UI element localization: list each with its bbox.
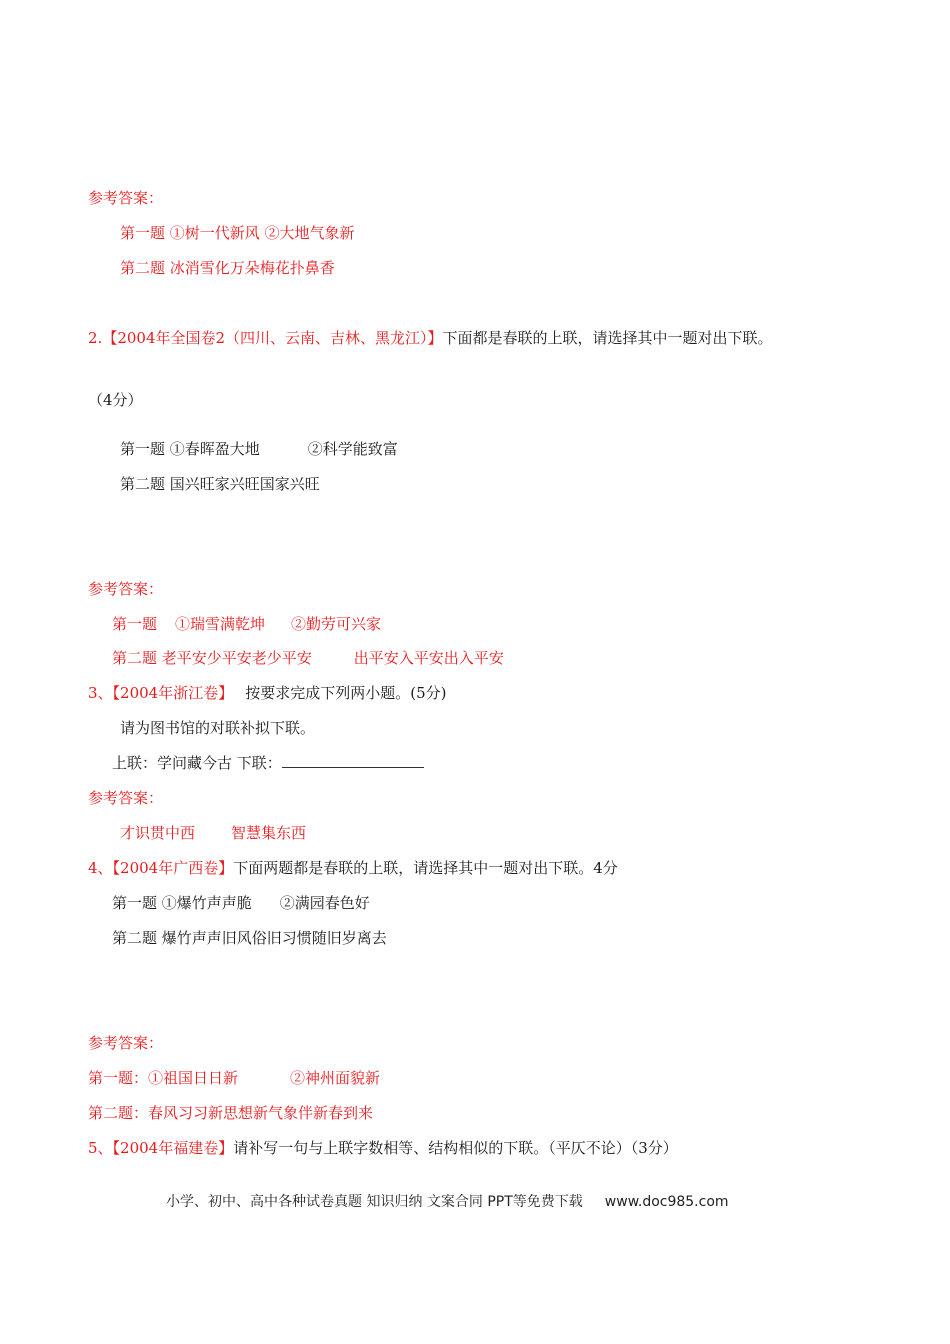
- answer-part: ②勤劳可兴家: [291, 615, 382, 633]
- question-source: 【2004年全国卷2（四川、云南、吉林、黑龙江）】: [102, 329, 443, 347]
- answer-part: 才识贯中西: [120, 824, 196, 842]
- answer-part: 出平安入平安出入平安: [353, 649, 504, 667]
- answer-part: 智慧集东西: [231, 824, 307, 842]
- couplet-option: ②满园春色好: [279, 894, 370, 912]
- couplet-option: 第一题 ①爆竹声声脆: [112, 894, 252, 912]
- question-source: 【2004年浙江卷】: [112, 684, 234, 702]
- answer-part: 第一题: [112, 615, 158, 633]
- couplet-line: [112, 753, 424, 773]
- footer-link[interactable]: www.doc985.com: [604, 1194, 729, 1210]
- question-number: 2.: [88, 329, 103, 347]
- question-number: 4、: [88, 859, 113, 877]
- answer-line: 第一题 ①树一代新风 ②大地气象新: [120, 224, 355, 242]
- couplet-line: 第二题 国兴旺家兴旺国家兴旺: [120, 475, 320, 493]
- answer-part: ②神州面貌新: [290, 1069, 381, 1087]
- answer-part: 第一题：①祖国日日新: [88, 1069, 239, 1087]
- footer-text: 小学、初中、高中各种试卷真题 知识归纳 文案合同 PPT等免费下载: [166, 1194, 583, 1210]
- answer-label: 参考答案：: [88, 580, 164, 598]
- answer-line: [112, 648, 504, 668]
- question-4: [88, 858, 618, 878]
- answer-part: 第二题 老平安少平安老少平安: [112, 649, 312, 667]
- answer-line: [112, 614, 381, 634]
- question-text: 下面两题都是春联的上联，请选择其中一题对出下联。4分: [233, 859, 618, 877]
- question-3: [88, 683, 446, 703]
- question-source: 【2004年福建卷】: [112, 1139, 234, 1157]
- question-number: 3、: [88, 684, 113, 702]
- answer-blank[interactable]: [282, 753, 424, 768]
- question-subtext: 请为图书馆的对联补拟下联。: [120, 719, 316, 737]
- page-footer: [166, 1192, 729, 1212]
- couplet-line: 第二题 爆竹声声旧风俗旧习惯随旧岁离去: [112, 929, 387, 947]
- answer-label: 参考答案：: [88, 1034, 164, 1052]
- question-text: 请补写一句与上联字数相等、结构相似的下联。（平仄不论）（3分）: [233, 1139, 678, 1157]
- question-text: 按要求完成下列两小题。(5分): [245, 684, 447, 702]
- question-source: 【2004年广西卷】: [112, 859, 234, 877]
- answer-line: 第二题 冰消雪化万朵梅花扑鼻香: [120, 259, 335, 277]
- question-number: 5、: [88, 1139, 113, 1157]
- question-2: [88, 328, 773, 348]
- answer-line: [120, 823, 306, 843]
- question-5: [88, 1138, 678, 1158]
- couplet-line: [120, 439, 398, 459]
- answer-label: 参考答案：: [88, 189, 164, 207]
- answer-line: 第二题：春风习习新思想新气象伴新春到来: [88, 1104, 374, 1122]
- couplet-option: ②科学能致富: [307, 440, 398, 458]
- answer-label: 参考答案：: [88, 789, 164, 807]
- couplet-option: 第一题 ①春晖盈大地: [120, 440, 260, 458]
- question-text: 下面都是春联的上联，请选择其中一题对出下联。: [442, 329, 773, 347]
- couplet-line: [112, 893, 370, 913]
- question-score: （4分）: [88, 391, 143, 409]
- couplet-text: 上联：学问藏今古 下联：: [112, 754, 282, 772]
- answer-part: ①瑞雪满乾坤: [175, 615, 266, 633]
- answer-line: [88, 1068, 380, 1088]
